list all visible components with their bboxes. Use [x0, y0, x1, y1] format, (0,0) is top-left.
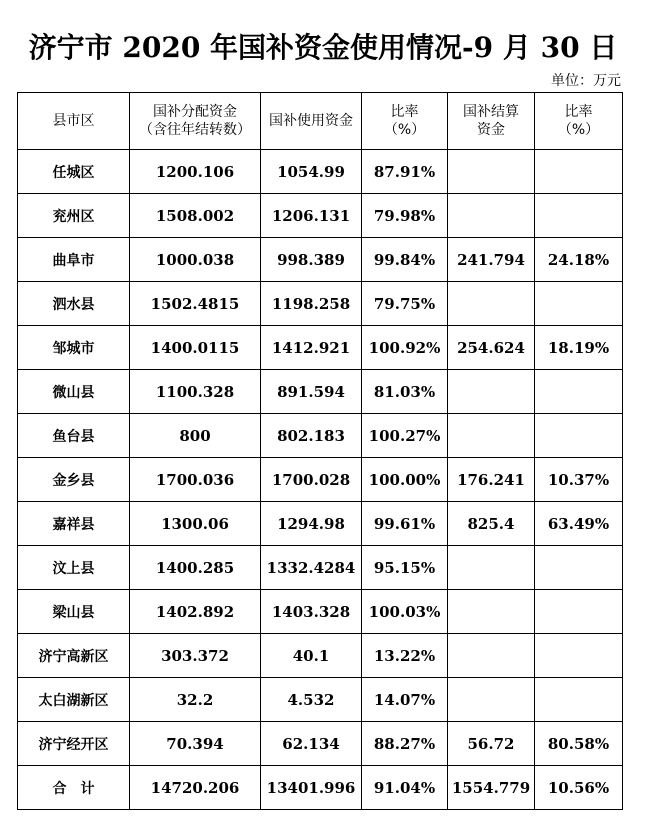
cell-ratio: 99.61%	[362, 502, 448, 546]
cell-ratio: 88.27%	[362, 722, 448, 766]
cell-allocated: 1100.328	[130, 370, 261, 414]
cell-ratio2: 18.19%	[535, 326, 623, 370]
cell-settled	[448, 414, 535, 458]
cell-allocated: 1300.06	[130, 502, 261, 546]
page-title: 济宁市 2020 年国补资金使用情况-9 月 30 日	[28, 31, 618, 64]
cell-used: 4.532	[261, 678, 362, 722]
funds-table	[17, 92, 623, 810]
cell-settled	[448, 194, 535, 238]
cell-allocated: 303.372	[130, 634, 261, 678]
table-row	[18, 502, 623, 546]
cell-ratio: 100.03%	[362, 590, 448, 634]
cell-used: 62.134	[261, 722, 362, 766]
cell-settled: 176.241	[448, 458, 535, 502]
cell-used: 40.1	[261, 634, 362, 678]
cell-used: 1412.921	[261, 326, 362, 370]
cell-settled	[448, 590, 535, 634]
cell-district: 嘉祥县	[18, 502, 130, 546]
header-settled: 国补结算 资金	[448, 93, 535, 150]
cell-settled: 241.794	[448, 238, 535, 282]
cell-ratio: 99.84%	[362, 238, 448, 282]
cell-used: 802.183	[261, 414, 362, 458]
cell-allocated: 1000.038	[130, 238, 261, 282]
table-row	[18, 326, 623, 370]
table-row	[18, 546, 623, 590]
cell-used: 998.389	[261, 238, 362, 282]
cell-allocated: 1402.892	[130, 590, 261, 634]
cell-district: 泗水县	[18, 282, 130, 326]
cell-allocated: 1400.285	[130, 546, 261, 590]
cell-allocated: 32.2	[130, 678, 261, 722]
cell-settled	[448, 150, 535, 194]
table-row	[18, 150, 623, 194]
cell-ratio2: 63.49%	[535, 502, 623, 546]
cell-ratio: 100.00%	[362, 458, 448, 502]
cell-ratio2	[535, 282, 623, 326]
total-ratio2: 10.56%	[535, 766, 623, 810]
total-settled: 1554.779	[448, 766, 535, 810]
cell-allocated: 1700.036	[130, 458, 261, 502]
table-row	[18, 678, 623, 722]
cell-allocated: 1400.0115	[130, 326, 261, 370]
cell-district: 济宁高新区	[18, 634, 130, 678]
table-row	[18, 282, 623, 326]
cell-ratio: 13.22%	[362, 634, 448, 678]
cell-allocated: 1200.106	[130, 150, 261, 194]
cell-district: 汶上县	[18, 546, 130, 590]
cell-ratio2	[535, 634, 623, 678]
cell-ratio2: 10.37%	[535, 458, 623, 502]
total-ratio: 91.04%	[362, 766, 448, 810]
cell-district: 微山县	[18, 370, 130, 414]
cell-used: 1206.131	[261, 194, 362, 238]
cell-ratio2	[535, 414, 623, 458]
cell-district: 梁山县	[18, 590, 130, 634]
table-row	[18, 194, 623, 238]
table-row	[18, 458, 623, 502]
cell-used: 1332.4284	[261, 546, 362, 590]
table-row	[18, 634, 623, 678]
unit-label: 单位：万元	[551, 73, 621, 89]
cell-district: 金乡县	[18, 458, 130, 502]
cell-settled	[448, 634, 535, 678]
cell-district: 任城区	[18, 150, 130, 194]
cell-district: 兖州区	[18, 194, 130, 238]
cell-ratio2	[535, 150, 623, 194]
total-label: 合 计	[18, 766, 130, 810]
table-row	[18, 414, 623, 458]
cell-ratio: 79.75%	[362, 282, 448, 326]
header-ratio: 比率 （%）	[362, 93, 448, 150]
cell-district: 太白湖新区	[18, 678, 130, 722]
cell-allocated: 800	[130, 414, 261, 458]
header-ratio2: 比率 （%）	[535, 93, 623, 150]
cell-ratio2: 80.58%	[535, 722, 623, 766]
cell-used: 1198.258	[261, 282, 362, 326]
cell-ratio: 81.03%	[362, 370, 448, 414]
cell-settled: 56.72	[448, 722, 535, 766]
header-row	[18, 93, 623, 150]
total-allocated: 14720.206	[130, 766, 261, 810]
cell-used: 1294.98	[261, 502, 362, 546]
cell-used: 1403.328	[261, 590, 362, 634]
header-used: 国补使用资金	[261, 93, 362, 150]
cell-used: 1700.028	[261, 458, 362, 502]
cell-ratio: 100.92%	[362, 326, 448, 370]
cell-ratio2	[535, 590, 623, 634]
cell-settled	[448, 678, 535, 722]
cell-ratio: 79.98%	[362, 194, 448, 238]
table-row	[18, 722, 623, 766]
cell-settled	[448, 370, 535, 414]
cell-used: 1054.99	[261, 150, 362, 194]
cell-ratio: 87.91%	[362, 150, 448, 194]
cell-settled: 825.4	[448, 502, 535, 546]
cell-ratio: 95.15%	[362, 546, 448, 590]
cell-district: 曲阜市	[18, 238, 130, 282]
cell-ratio2	[535, 678, 623, 722]
total-used: 13401.996	[261, 766, 362, 810]
header-district: 县市区	[18, 93, 130, 150]
cell-allocated: 70.394	[130, 722, 261, 766]
cell-ratio2	[535, 370, 623, 414]
cell-district: 济宁经开区	[18, 722, 130, 766]
table-row	[18, 370, 623, 414]
cell-settled: 254.624	[448, 326, 535, 370]
cell-settled	[448, 546, 535, 590]
cell-ratio: 14.07%	[362, 678, 448, 722]
total-row	[18, 766, 623, 810]
table-row	[18, 590, 623, 634]
table-row	[18, 238, 623, 282]
header-allocated: 国补分配资金 （含往年结转数）	[130, 93, 261, 150]
cell-ratio2	[535, 546, 623, 590]
cell-district: 邹城市	[18, 326, 130, 370]
cell-ratio2	[535, 194, 623, 238]
cell-ratio2: 24.18%	[535, 238, 623, 282]
cell-district: 鱼台县	[18, 414, 130, 458]
cell-allocated: 1508.002	[130, 194, 261, 238]
cell-allocated: 1502.4815	[130, 282, 261, 326]
cell-settled	[448, 282, 535, 326]
cell-ratio: 100.27%	[362, 414, 448, 458]
cell-used: 891.594	[261, 370, 362, 414]
